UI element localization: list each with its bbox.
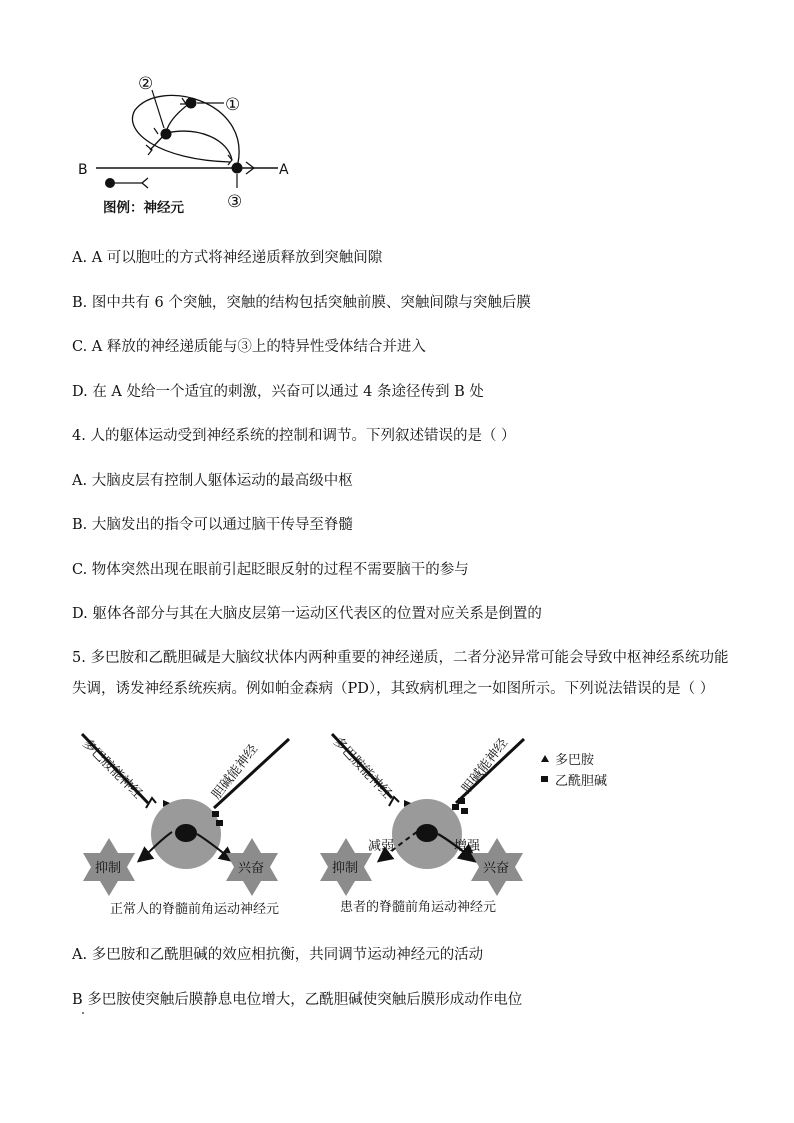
q4-option-b[interactable]: B. 大脑发出的指令可以通过脑干传导至脊髓 [72, 517, 353, 533]
ach-legend-label: 乙酰胆碱 [555, 774, 608, 789]
marker-2: ② [138, 74, 154, 94]
motor-neuron-figure [60, 720, 630, 920]
caption-normal: 正常人的脊髓前角运动神经元 [110, 902, 280, 917]
legend-label: 图例：神经元 [103, 200, 184, 216]
weaken-label: 减弱 [368, 839, 395, 854]
inhibit-label-normal: 抑制 [95, 861, 122, 876]
excite-label-normal: 兴奋 [238, 861, 265, 876]
excite-label-patient: 兴奋 [483, 861, 510, 876]
q3-option-b[interactable]: B. 图中共有 6 个突触，突触的结构包括突触前膜、突触间隙与突触后膜 [72, 295, 531, 311]
label-b: B [78, 162, 88, 178]
q3-option-c[interactable]: C. A 释放的神经递质能与③上的特异性受体结合并进入 [72, 339, 426, 355]
choline-nerve-label-patient: 胆碱能神经 [459, 735, 512, 797]
ach-legend-icon [541, 776, 548, 782]
q4-stem: 4. 人的躯体运动受到神经系统的控制和调节。下列叙述错误的是（ ） [72, 428, 516, 444]
q5-stem: 5. 多巴胺和乙酰胆碱是大脑纹状体内两种重要的神经递质，二者分泌异常可能会导致中枢神经系统功能失调，诱发神经系统疾病。例如帕金森病（PD），其致病机理之一如图所示。下列说法错误的是（ ） [72, 650, 729, 697]
q4-option-c[interactable]: C. 物体突然出现在眼前引起眨眼反射的过程不需要脑干的参与 [72, 562, 469, 578]
choline-nerve-label-normal: 胆碱能神经 [209, 741, 262, 803]
neuron-3 [232, 163, 243, 174]
dopamine-nerve-label-normal: 多巴胺能神经 [79, 736, 145, 802]
dopamine-nerve-label-patient: 多巴胺能神经 [330, 734, 395, 802]
caption-patient: 患者的脊髓前角运动神经元 [340, 900, 497, 915]
inhibit-label-patient: 抑制 [332, 861, 359, 876]
dopamine-legend-icon [541, 755, 549, 762]
marker-3: ③ [227, 192, 243, 212]
q3-option-a[interactable]: A. A 可以胞吐的方式将神经递质释放到突触间隙 [72, 250, 383, 266]
enhance-label: 增强 [454, 839, 481, 854]
q5-option-a[interactable]: A. 多巴胺和乙酰胆碱的效应相抗衡，共同调节运动神经元的活动 [72, 947, 484, 963]
label-a: A [279, 162, 289, 178]
marker-1: ① [225, 95, 241, 115]
stray-dot [82, 1012, 84, 1014]
q5-option-b[interactable]: B 多巴胺使突触后膜静息电位增大，乙酰胆碱使突触后膜形成动作电位 [72, 992, 523, 1008]
neuron-2 [161, 129, 172, 140]
q4-option-a[interactable]: A. 大脑皮层有控制人躯体运动的最高级中枢 [72, 473, 353, 489]
dopamine-legend-label: 多巴胺 [555, 753, 595, 768]
q3-option-d[interactable]: D. 在 A 处给一个适宜的刺激，兴奋可以通过 4 条途径传到 B 处 [72, 384, 484, 400]
q4-option-d[interactable]: D. 躯体各部分与其在大脑皮层第一运动区代表区的位置对应关系是倒置的 [72, 606, 542, 622]
neuron-1 [186, 98, 197, 109]
neuron-circuit-figure [60, 60, 320, 230]
